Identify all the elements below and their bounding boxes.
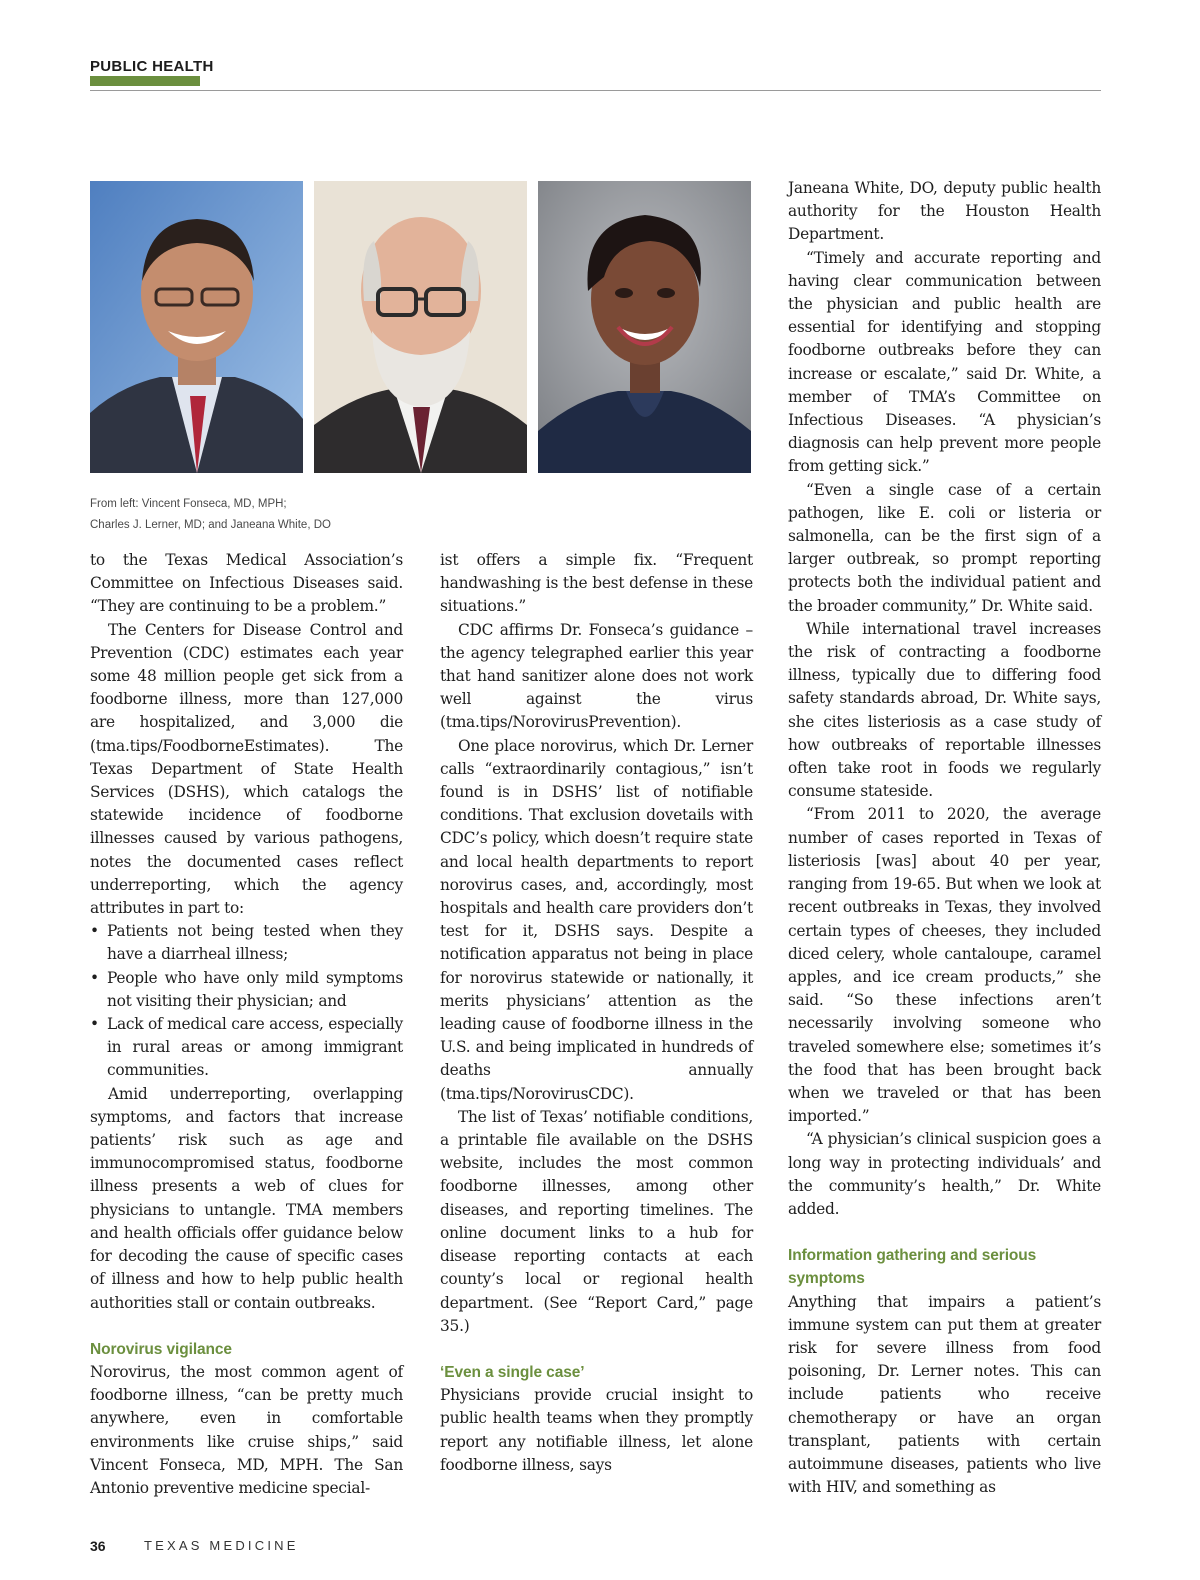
paragraph: CDC affirms Dr. Fonseca’s guidance – the agency telegraphed earlier this year that hand sanitizer alone does not work well against the virus (tma.tips/NorovirusPrevention). <box>440 620 753 732</box>
paragraph: One place norovirus, which Dr. Lerner calls “extraordinarily contagious,” isn’t found is in DSHS’ list of notifiable conditions. That exclusion dovetails with CDC’s policy, which doesn’t require state and local health departments to report norovirus cases, and, accordingly, most hospitals and health care providers don’t test for it, DSHS says. Despite a notification apparatus not being in place for norovirus statewide or nationally, it merits physicians’ attention as the leading cause of foodborne illness in the U.S. and being implicated in hundreds of deaths annually (tma.tips/NorovirusCDC). <box>440 736 753 1103</box>
paragraph: The list of Texas’ notifiable conditions, a printable file available on the DSHS website, includes the most common foodborne illnesses, among other diseases, and reporting timelines. The online document links to a hub for disease reporting contacts at each county’s local or regional health department. (See “Report Card,” page 35.) <box>440 1107 753 1335</box>
article-column-2 <box>440 549 753 1477</box>
photo-caption <box>90 494 510 536</box>
list-item-text: Patients not being tested when they have a diarrheal illness; <box>107 922 403 964</box>
list-item <box>90 1013 403 1083</box>
paragraph: Janeana White, DO, deputy public health authority for the Houston Health Department. <box>788 179 1101 244</box>
section-label: PUBLIC HEALTH <box>90 58 214 75</box>
paragraph: Amid underreporting, overlapping symptoms, and factors that increase patients’ risk such as age and immunocompromised status, foodborne illness presents a web of clues for physicians to untangle. TMA members and health officials offer guidance below for decoding the cause of specific cases of illness and how to help public health authorities stall or contain outbreaks. <box>90 1084 403 1312</box>
photo-vincent-fonseca <box>90 181 303 473</box>
article-column-3 <box>788 177 1101 1499</box>
paragraph: “From 2011 to 2020, the average number of cases reported in Texas of listeriosis [was] about 40 per year, ranging from 19-65. But when we look at recent outbreaks in Texas, they involved certain types of cheeses, they included diced celery, whole cantaloupe, caramel apples, and ice cream products,” she said. “So these infections aren’t necessarily involving someone who traveled somewhere else; sometimes it’s the food that has been brought back when we traveled or that has been imported.” <box>788 805 1101 1126</box>
page-number: 36 <box>90 1538 106 1554</box>
magazine-name: TEXAS MEDICINE <box>144 1538 299 1553</box>
section-accent-bar <box>90 76 200 86</box>
article-column-1 <box>90 549 403 1500</box>
header-divider <box>90 90 1101 91</box>
bullet-icon: • <box>90 968 99 987</box>
paragraph: Physicians provide crucial insight to public health teams when they promptly report any notifiable illness, let alone foodborne illness, says <box>440 1386 753 1474</box>
caption-line: From left: Vincent Fonseca, MD, MPH; <box>90 498 287 510</box>
portrait-vincent-fonseca-icon <box>90 181 303 473</box>
paragraph: “Timely and accurate reporting and having clear communication between the physician and public health are essential for identifying and stopping foodborne outbreaks before they can increase or escalate,” said Dr. White, a member of TMA’s Committee on Infectious Diseases. “A physician’s diagnosis can help prevent more people from getting sick.” <box>788 248 1101 476</box>
subheading-norovirus: Norovirus vigilance <box>90 1340 232 1358</box>
paragraph: to the Texas Medical Association’s Committee on Infectious Diseases said. “They are continuing to be a problem.” <box>90 551 403 616</box>
bullet-icon: • <box>90 922 99 941</box>
paragraph: “A physician’s clinical suspicion goes a long way in protecting individuals’ and the community’s health,” Dr. White added. <box>788 1130 1101 1218</box>
subheading-information-gathering: Information gathering and serious symptoms <box>788 1247 1037 1288</box>
subheading-single-case: ‘Even a single case’ <box>440 1363 585 1381</box>
caption-line: Charles J. Lerner, MD; and Janeana White, DO <box>90 519 331 531</box>
paragraph: The Centers for Disease Control and Prevention (CDC) estimates each year some 48 million people get sick from a foodborne illness, more than 127,000 are hospitalized, and 3,000 die (tma.tips/FoodborneEstimates). The Texas Department of State Health Services (DSHS), which catalogs the statewide incidence of foodborne illnesses caused by various pathogens, notes the documented cases reflect underreporting, which the agency attributes in part to: <box>90 620 403 918</box>
photo-charles-lerner <box>314 181 527 473</box>
paragraph: Anything that impairs a patient’s immune system can put them at greater risk for severe illness from food poisoning, Dr. Lerner notes. This can include patients who receive chemotherapy or have an organ transplant, patients with certain autoimmune diseases, patients who live with HIV, and something as <box>788 1292 1101 1497</box>
portrait-charles-lerner-icon <box>314 181 527 473</box>
paragraph: “Even a single case of a certain pathogen, like E. coli or listeria or salmonella, can be the first sign of a larger outbreak, so prompt reporting protects both the individual patient and the broader community,” Dr. White said. <box>788 480 1101 615</box>
paragraph: Norovirus, the most common agent of foodborne illness, “can be pretty much anywhere, even in comfortable environments like cruise ships,” said Vincent Fonseca, MD, MPH. The San Antonio preventive medicine special- <box>90 1362 403 1497</box>
paragraph: ist offers a simple fix. “Frequent handwashing is the best defense in these situations.” <box>440 551 753 616</box>
portrait-janeana-white-icon <box>538 181 751 473</box>
bullet-list <box>90 920 403 1082</box>
list-item-text: Lack of medical care access, especially in rural areas or among immigrant communities. <box>107 1015 403 1080</box>
list-item <box>90 920 403 966</box>
list-item <box>90 967 403 1013</box>
paragraph: While international travel increases the risk of contracting a foodborne illness, typically due to differing food safety standards abroad, Dr. White says, she cites listeriosis as a case study of how outbreaks of reportable illnesses often take root in foods we regularly consume stateside. <box>788 619 1101 801</box>
list-item-text: People who have only mild symptoms not visiting their physician; and <box>107 968 403 1010</box>
photo-janeana-white <box>538 181 751 473</box>
bullet-icon: • <box>90 1015 99 1034</box>
